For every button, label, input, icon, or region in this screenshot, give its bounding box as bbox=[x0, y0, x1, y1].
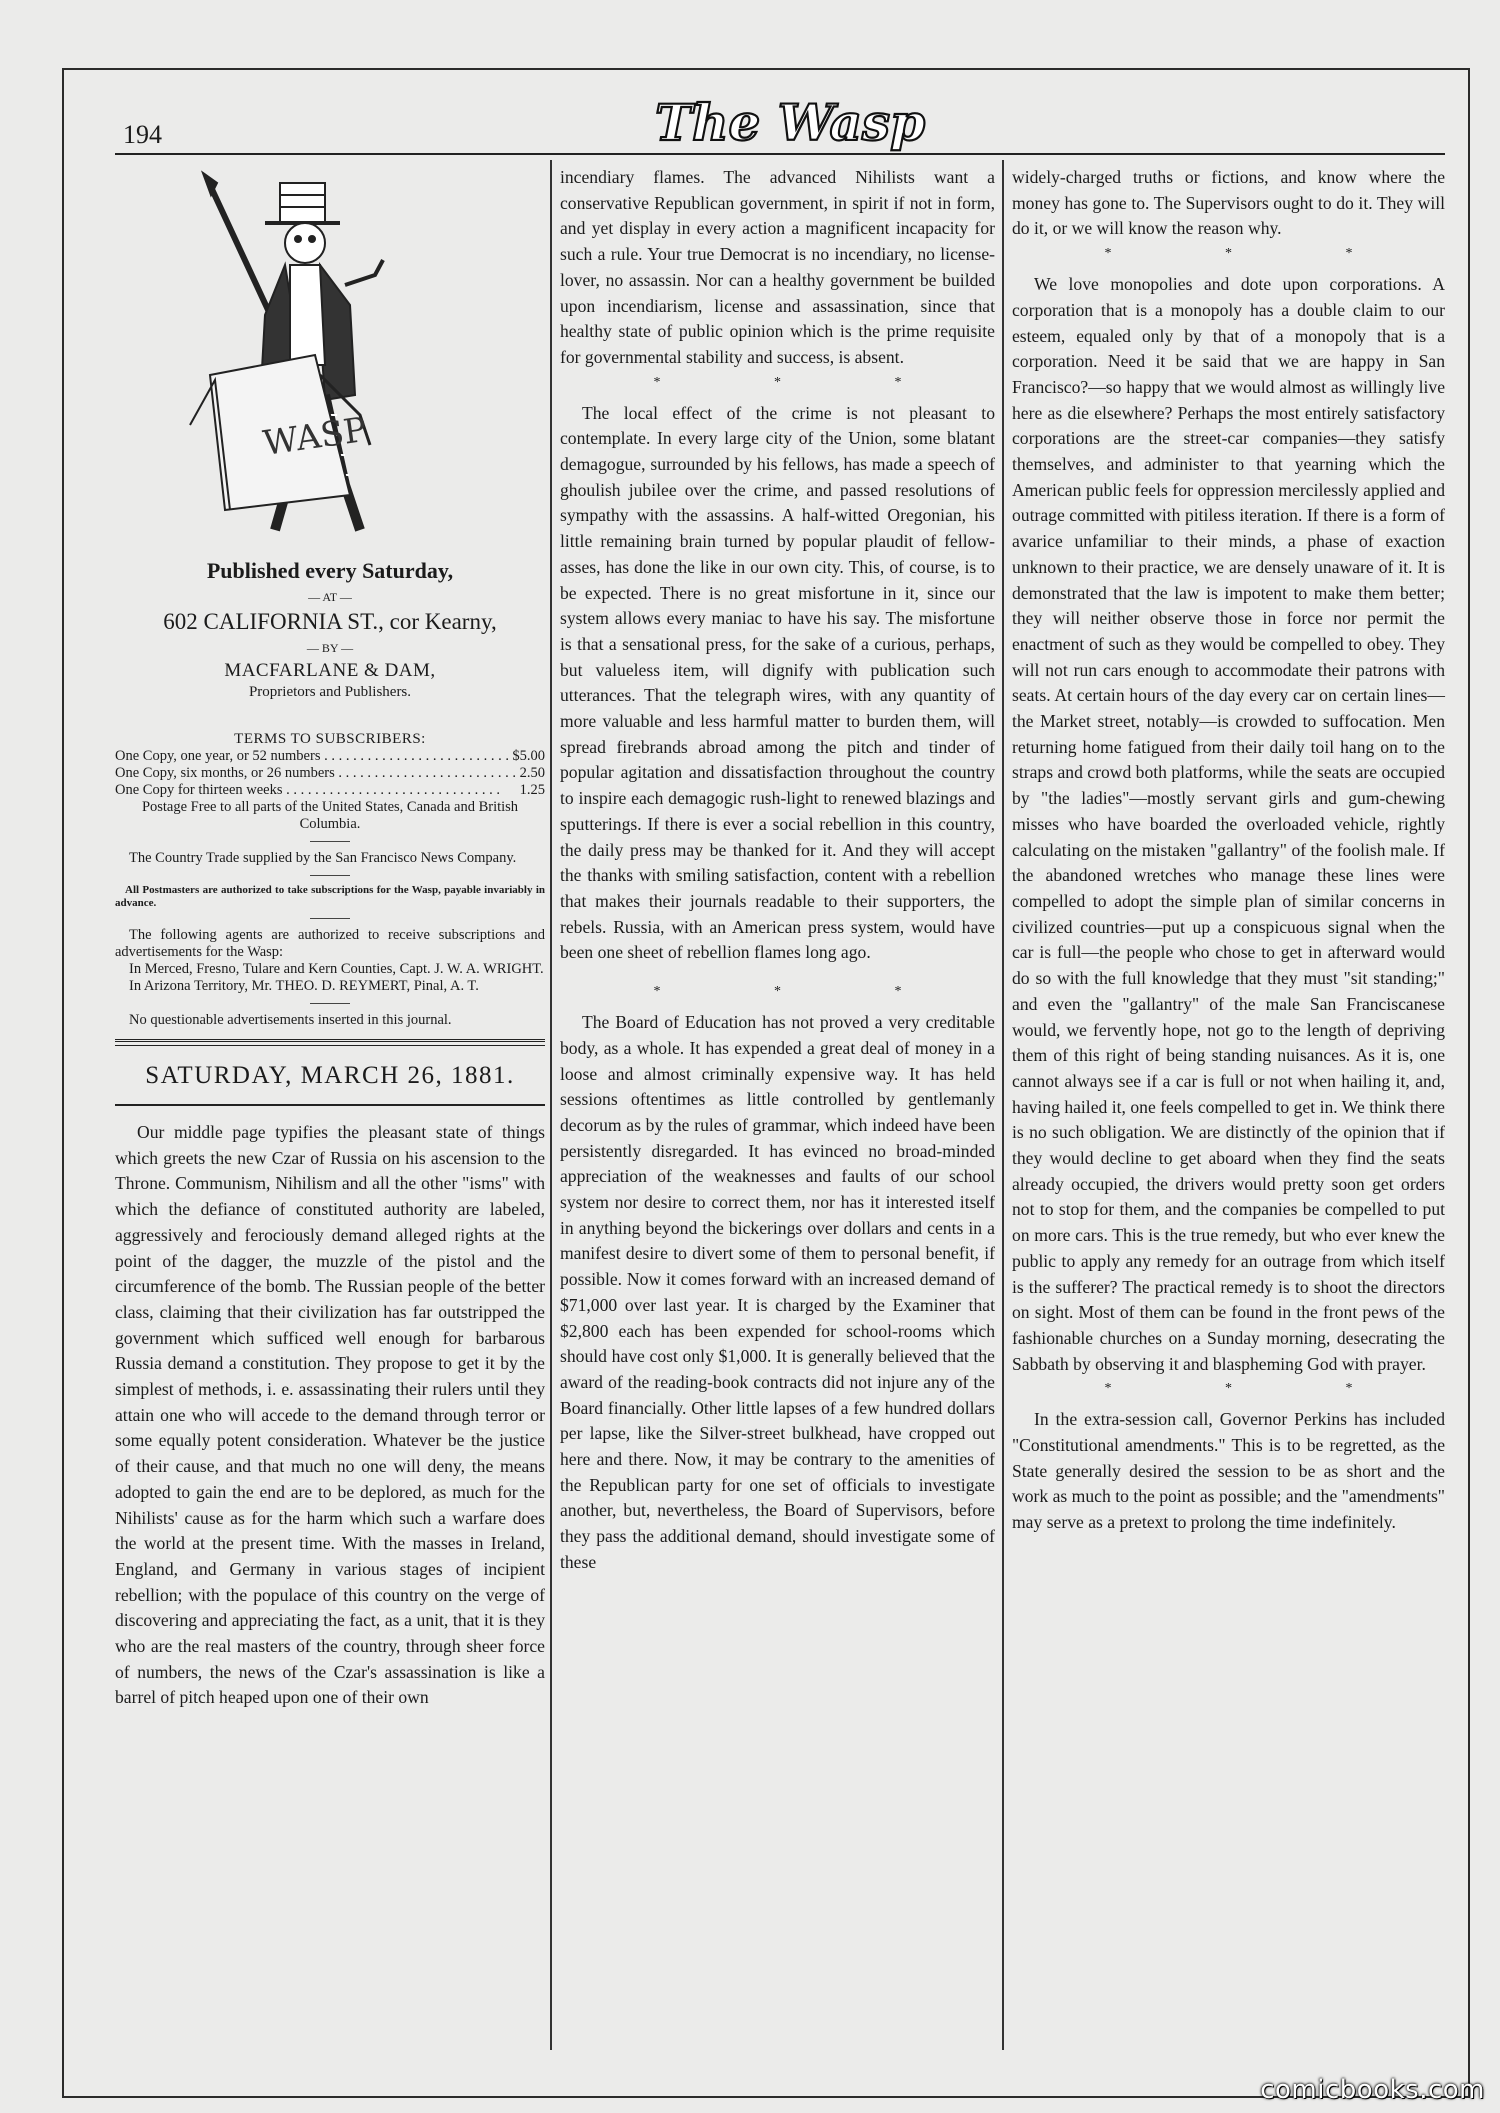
site-watermark: comicbooks.com bbox=[1260, 2075, 1485, 2105]
header-rule bbox=[115, 153, 1445, 155]
proprietors-subtitle: Proprietors and Publishers. bbox=[248, 684, 412, 700]
office-address: 602 CALIFORNIA ST., cor Kearny, bbox=[163, 609, 497, 634]
wasp-figure-illustration bbox=[115, 165, 545, 550]
price-row: One Copy, one year, or 52 numbers . . . $5.00 bbox=[115, 748, 545, 765]
terms-title: TERMS TO SUBSCRIBERS: bbox=[234, 731, 426, 747]
editorial-czar-russia: Our middle page typifies the pleasant state of things which greets the new Czar of Russia on his ascension to the Throne. Communism, Nihilism and all the other "isms" with which the defiance of constituted authority are labeled, aggressively and ferociously demand alleged rights at the point of the dagger, the muzzle of the pistol and the circumference of the bomb. The Russian people of the better class, claiming that their civilization has far outstripped the government which sufficed well enough for barbarous Russia demand a constitution. They propose to get it by the simplest of methods, i. e. assassinating their rulers until they attain one who will accede to the demand through terror or some equally potent consideration. Whatever be the justice of their cause, and that much no one will deny, the means adopted to gain the end are to be deplored, as much for the Nihilists' cause as for the harm which such a warfare does the world at the present time. With the masses in Ireland, England, and Germany in various stages of incipient rebellion; with the populace of this country on the verge of discovering and appreciating the fact, as a unit, that it is they who are the real masters of the country, through sheer force of numbers, the news of the Czar's assassination is like a barrel of pitch heaped upon one of their own bbox=[115, 1122, 545, 1708]
price-row: One Copy, six months, or 26 numbers . . . 2.50 bbox=[115, 765, 545, 782]
divider bbox=[310, 875, 350, 876]
cartoon-sign-text: WASP bbox=[260, 409, 370, 464]
editorial-extra-session: In the extra-session call, Governor Perkins has included "Constitutional amendments." This is to be regretted, as the State generally desired the session to be as short and the work as much to the point as possible; and the "amendments" may serve as a pretext to prolong the time indefinitely. bbox=[1012, 1409, 1445, 1533]
published-line: Published every Saturday, bbox=[206, 558, 454, 583]
agent-entry: In Arizona Territory, Mr. THEO. D. REYMERT, Pinal, A. T. bbox=[129, 978, 479, 994]
section-separator: * * * bbox=[653, 984, 957, 1000]
no-questionable-note: No questionable advertisements inserted in this journal. bbox=[129, 1012, 452, 1028]
editorial-board-of-education: The Board of Education has not proved a very creditable body, as a whole. It has expended a great deal of money in a loose and almost criminally expensive way. It has held sessions oftentimes as little controlled by gentlemanly decorum as by the rules of grammar, which indeed have been persistently disregarded. It has evinced no broad-minded appreciation of the weaknesses and faults of our school system nor desire to correct them, nor has it interested itself in anything beyond the bickerings over dollars and cents in a manifest desire to divert some of them to personal benefit, if possible. Now it comes forward with an increased demand of $71,000 over last year. It is charged by the Examiner that $2,800 each has been expended for school-rooms which should have cost only $1,000. It is generally believed that the award of the reading-book contracts did not injure any of the Board financially. Other little lapses of a few hundred dollars per lapse, like the Silver-street bulkhead, have cropped out here and there. Now, it may be contrary to the amenities of the Republican party for one set of officials to investigate another, but, nevertheless, the Board of Supervisors, before they pass the additional demand, should investigate some of these bbox=[560, 1012, 995, 1572]
editorial-nihilists-continued: incendiary flames. The advanced Nihilists want a conservative Republican government, in spirit if not in form, and yet display in every action a magnificent incapacity for such a rule. Your true Democrat is no incendiary, no license-lover, no assassin. Nor can a healthy government be builded upon incendiarism, license and assassination, since that healthy state of public opinion which is the prime requisite for governmental stability and success, is absent. bbox=[560, 167, 995, 367]
double-rule bbox=[115, 1039, 545, 1046]
price-list bbox=[115, 748, 545, 799]
date-rule bbox=[115, 1104, 545, 1106]
price-row: One Copy for thirteen weeks . . . 1.25 bbox=[115, 782, 545, 799]
page-number: 194 bbox=[123, 120, 162, 149]
column-rule-1 bbox=[550, 160, 552, 2050]
column-rule-2 bbox=[1002, 160, 1004, 2050]
column-right bbox=[1012, 165, 1445, 1536]
masthead-text: The Wasp bbox=[654, 93, 926, 152]
divider bbox=[310, 1003, 350, 1004]
country-trade-note: The Country Trade supplied by the San Francisco News Company. bbox=[129, 850, 517, 866]
agent-entry: In Merced, Fresno, Tulare and Kern Counties, Capt. J. W. A. WRIGHT. bbox=[129, 961, 544, 977]
section-separator: * * * bbox=[1104, 246, 1408, 262]
section-separator: * * * bbox=[1104, 1381, 1408, 1397]
column-middle bbox=[560, 165, 995, 1576]
page-header bbox=[115, 88, 1445, 158]
wasp-cartoon bbox=[115, 165, 545, 550]
by-divider: — BY — bbox=[306, 641, 354, 655]
column-left bbox=[115, 165, 545, 1711]
editorial-supervisors-continued: widely-charged truths or fictions, and know where the money has gone to. The Supervisors ought to do it. They will do it, or we will know the reason why. bbox=[1012, 167, 1445, 239]
postage-note: Postage Free to all parts of the United States, Canada and British Columbia. bbox=[141, 799, 519, 832]
editorial-monopolies: We love monopolies and dote upon corporations. A corporation that is a monopoly has a double claim to our esteem, equaled only by that of a monopoly that is a corporation. Need it be said that we are happy in San Francisco?—so happy that we would almost as willingly live here as die elsewhere? Perhaps the most entirely satisfactory corporations are the street-car companies—they satisfy themselves, and administer to that yearning which the American public feels for oppression mercilessly applied and outrage committed with pitiless iteration. If there is a form of avarice unfamiliar to their minds, a phase of exaction unknown to their practice, we are densely unaware of it. It is demonstrated that the law is impotent to make them better; they will neither observe those in force nor permit the enactment of such as they would be compelled to obey. They will not run cars enough to accommodate their patrons with seats. At certain hours of the day every car on certain lines—the Market street, notably—is crowded to suffocation. Men returning home fatigued from their daily toil hang on to the straps and crowd both platforms, while the seats are occupied by "the ladies"—mostly servant girls and gum-chewing misses who have boarded the overloaded vehicle, rightly calculating on the mistaken "gallantry" of the foolish male. If the abandoned wretches who manage these lines were compelled to adopt the simple plan of similar concerns in civilized countries—put up a conspicuous signal when the car is full—the people who chose to get in afterward would do so with the full knowledge that they must "sit standing;" and even the "gallantry" of the male San Franciscanese would, we fervently hope, not go to the length of depriving them of this right of being standing nuisances. As it is, one cannot always see if a car is full or not when hailing it, and, having hailed it, one feels compelled to get in. We think there is no such obligation. We are distinctly of the opinion that if they would decline to get aboard when they find the seats already occupied, the drivers would pretty soon get orders not to stop for them, and the companies be compelled to put on more cars. This is the true remedy, but who ever knew the public to apply any remedy for an outrage from which itself is the sufferer? The practical remedy is to shoot the directors on sight. Most of them can be found in the front pews of the fashionable churches on a Sunday morning, desecrating the Sabbath by observing it and blaspheming God with prayer. bbox=[1012, 274, 1445, 1374]
agents-intro: The following agents are authorized to receive subscriptions and advertisements for the Wasp: bbox=[115, 927, 545, 960]
divider bbox=[310, 918, 350, 919]
at-divider: — AT — bbox=[308, 590, 352, 604]
postmasters-note: All Postmasters are authorized to take subscriptions for the Wasp, payable invariably in advance. bbox=[115, 884, 545, 909]
divider bbox=[310, 841, 350, 842]
section-separator: * * * bbox=[653, 374, 957, 390]
proprietors-name: MACFARLANE & DAM, bbox=[224, 660, 436, 681]
issue-date: SATURDAY, MARCH 26, 1881. bbox=[145, 1062, 515, 1089]
masthead-logo bbox=[630, 88, 950, 158]
editorial-local-effect: The local effect of the crime is not pleasant to contemplate. In every large city of the Union, some blatant demagogue, surrounded by his fellows, has made a speech of ghoulish jubilee over the crime, and passed resolutions of sympathy with the assassins. A half-witted Oregonian, his little remaining brain turned by popular plaudit of fellow-asses, has done the like in our own city. This, of course, is to be expected. There is no great misfortune in it, since our system allows every maniac to have his say. The misfortune is that a sensational press, for the sake of a curious, perhaps, but valueless item, will dignify with publication such utterances. That the telegraph wires, with any quantity of more valuable and less harmful matter to burden them, will spread firebrands abroad among the pitch and tinder of popular agitation and dissatisfaction throughout the country to inspire each demagogic rush-light to renewed blazings and sputterings. If there is ever a social rebellion in this country, the daily press may be thanked for it. And they will accept the thanks with smiling satisfaction, content with a rebellion that makes their journals readable to their supporters, the rebels. Russia, with an American press system, would have been one sheet of rebellion flames long ago. bbox=[560, 402, 995, 963]
